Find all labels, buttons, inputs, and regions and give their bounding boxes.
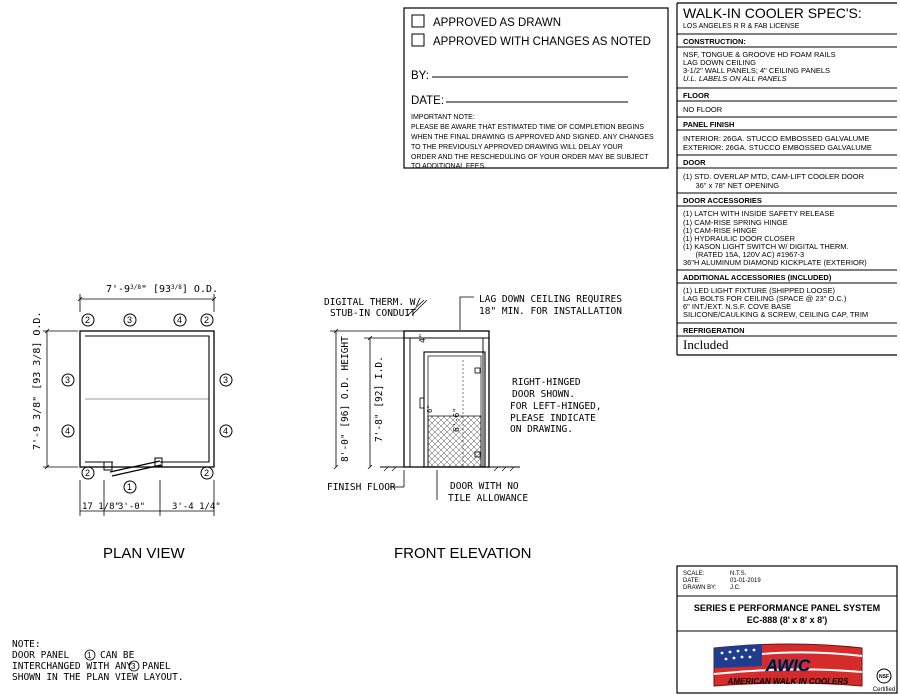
door-accessory-line: (1) KASON LIGHT SWITCH W/ DIGITAL THERM. [683, 242, 849, 251]
door-line: (1) STD. OVERLAP MTD, CAM-LIFT COOLER DOOR [683, 172, 864, 181]
panel-callout: 3 [127, 315, 133, 325]
note-callout-3: 3 [131, 662, 136, 671]
finish-floor-label: FINISH FLOOR [327, 482, 396, 493]
door-header: DOOR [683, 158, 706, 167]
additional-accessories-header: ADDITIONAL ACCESSORIES (INCLUDED) [683, 273, 832, 282]
front-od-dimension: 8'-0" [96] O.D. HEIGHT [340, 336, 351, 462]
panel-callout: 2 [85, 468, 91, 478]
hinge-note: PLEASE INDICATE [510, 413, 596, 424]
additional-accessory-line: 6" INT./EXT. N.S.F. COVE BASE [683, 302, 792, 311]
panel-callout: 2 [85, 315, 91, 325]
series-title: SERIES E PERFORMANCE PANEL SYSTEM [693, 603, 881, 613]
construction-line: 3-1/2" WALL PANELS; 4" CEILING PANELS [683, 66, 831, 75]
scale-label: SCALE: [683, 571, 705, 577]
certified-label: Certified [872, 687, 896, 693]
company-logo [714, 644, 862, 686]
construction-line: LAG DOWN CEILING [683, 58, 756, 67]
additional-accessory-line: LAG BOLTS FOR CEILING (SPACE @ 23" O.C.) [683, 294, 847, 303]
logo-short: AWIC [765, 656, 811, 675]
date-label: DATE: [683, 578, 701, 584]
front-elevation [324, 294, 622, 562]
hinge-note: ON DRAWING. [510, 424, 573, 435]
note-text: PANEL [142, 661, 171, 672]
floor-line: NO FLOOR [683, 105, 723, 114]
therm-note: STUB-IN CONDUIT [330, 308, 416, 319]
spec-panel [677, 3, 897, 355]
additional-accessory-line: (1) LED LIGHT FIXTURE (SHIPPED LOOSE) [683, 286, 835, 295]
door-floor-note: DOOR WITH NO [450, 481, 519, 492]
drawn-by-value: J.C. [730, 585, 741, 591]
scale-value: N.T.S. [730, 571, 747, 577]
ceiling-note: 18" MIN. FOR INSTALLATION [479, 306, 622, 317]
door-panel-callout: 1 [127, 482, 133, 492]
note-line: TO THE PREVIOUSLY APPROVED DRAWING WILL DELAY YOUR [411, 144, 623, 151]
plan-view-title: PLAN VIEW [103, 545, 185, 562]
light-switch-dim: 6" [426, 404, 434, 413]
plan-left-dimension: 7'-9 3/8" [93 3/8] O.D. [32, 311, 43, 450]
plan-dim-door: 3'-0" [118, 502, 146, 512]
note-line: WHEN THE FINAL DRAWING IS APPROVED AND SIGNED. ANY CHANGES [411, 134, 654, 141]
hinge-note: RIGHT-HINGED [512, 377, 581, 388]
important-note [411, 114, 654, 170]
therm-note: DIGITAL THERM. W/ [324, 297, 422, 308]
panel-callout: 4 [223, 426, 229, 436]
note-line: IMPORTANT NOTE: [411, 114, 475, 121]
nsf-mark: NSF [879, 674, 889, 680]
spec-title: WALK-IN COOLER SPEC'S: [683, 5, 862, 21]
hinge-note: DOOR SHOWN. [512, 389, 575, 400]
refrigeration-header: REFRIGERATION [683, 326, 745, 335]
drawn-by-label: DRAWN BY: [683, 585, 717, 591]
door-accessory-line: (1) HYDRAULIC DOOR CLOSER [683, 234, 796, 243]
plan-note [12, 639, 184, 683]
finish-line: INTERIOR: 26GA. STUCCO EMBOSSED GALVALUME [683, 134, 870, 143]
note-text: SHOWN IN THE PLAN VIEW LAYOUT. [12, 672, 184, 683]
plan-dim-return: 17 1/8" [82, 502, 120, 512]
note-heading: NOTE: [12, 639, 41, 650]
panel-callout: 2 [204, 468, 210, 478]
approved-changes-label: APPROVED WITH CHANGES AS NOTED [433, 36, 651, 48]
approved-checkbox[interactable] [412, 15, 424, 27]
date-value: 01-01-2019 [730, 578, 761, 584]
door-height-dim: 6'-6" [452, 407, 461, 432]
door-accessory-line: 36"H ALUMINUM DIAMOND KICKPLATE (EXTERIOR) [683, 258, 867, 267]
spec-subtitle: LOS ANGELES R R & FAB LICENSE [683, 23, 800, 30]
title-block [677, 566, 897, 693]
plan-top-dimension: $7'-9^{3/8}$" $[93^{3/8}]$ O.D. [106, 284, 219, 295]
door-accessories-header: DOOR ACCESSORIES [683, 196, 762, 205]
nsf-certification [873, 669, 895, 693]
door-line: 36" x 78" NET OPENING [683, 181, 780, 190]
note-callout-1: 1 [87, 651, 92, 660]
finish-line: EXTERIOR: 26GA. STUCCO EMBOSSED GALVALUME [683, 143, 872, 152]
plan-view [32, 284, 232, 562]
door-latch [420, 398, 424, 408]
panel-callout: 2 [204, 315, 210, 325]
door-accessory-line: (1) LATCH WITH INSIDE SAFETY RELEASE [683, 209, 835, 218]
panel-callout: 4 [65, 426, 71, 436]
construction-line: NSF, TONGUE & GROOVE HD FOAM RAILS [683, 50, 836, 59]
approved-label: APPROVED AS DRAWN [433, 17, 562, 29]
date-label: DATE: [411, 95, 445, 107]
approval-box [404, 8, 668, 170]
construction-line: U.L. LABELS ON ALL PANELS [683, 74, 787, 83]
door-accessory-line: (RATED 15A, 120V AC) #1967-3 [683, 250, 805, 259]
finish-header: PANEL FINISH [683, 120, 735, 129]
door-hinge-top [475, 368, 480, 373]
additional-accessory-line: SILICONE/CAULKING & SCREW, CEILING CAP, TRIM [683, 310, 869, 319]
model-title: EC-888 (8' x 8' x 8') [746, 615, 828, 625]
panel-callout: 4 [177, 315, 183, 325]
refrigeration-value: Included [683, 337, 729, 352]
door-accessory-line: (1) CAM-RISE HINGE [683, 226, 757, 235]
door-accessory-line: (1) CAM-RISE SPRING HINGE [683, 218, 788, 227]
door-floor-note: TILE ALLOWANCE [448, 493, 529, 504]
construction-header: CONSTRUCTION: [683, 37, 746, 46]
note-text: CAN BE [100, 650, 135, 661]
note-line: PLEASE BE AWARE THAT ESTIMATED TIME OF COMPLETION BEGINS [411, 124, 644, 131]
ceiling-note: LAG DOWN CEILING REQUIRES [479, 294, 622, 305]
by-label: BY: [411, 70, 429, 82]
note-text: INTERCHANGED WITH ANY [12, 661, 133, 672]
panel-callout: 3 [65, 375, 71, 385]
floor-header: FLOOR [683, 91, 710, 100]
panel-callout: 3 [223, 375, 229, 385]
hinge-note: FOR LEFT-HINGED, [510, 401, 602, 412]
approved-changes-checkbox[interactable] [412, 34, 424, 46]
plan-door-hinge [104, 462, 112, 470]
plan-dim-wall: 3'-4 1/4" [172, 502, 221, 512]
note-line: TO ADDITIONAL FEES. [411, 163, 487, 170]
note-text: DOOR PANEL [12, 650, 70, 661]
ceiling-thickness-dim: 4" [418, 333, 427, 343]
front-elevation-title: FRONT ELEVATION [394, 545, 532, 562]
front-id-dimension: 7'-8" [92] I.D. [374, 356, 385, 442]
logo-full: AMERICAN WALK IN COOLERS [727, 677, 849, 686]
note-line: ORDER AND THE RESCHEDULING OF YOUR ORDER MAY BE SUBJECT [411, 154, 649, 161]
